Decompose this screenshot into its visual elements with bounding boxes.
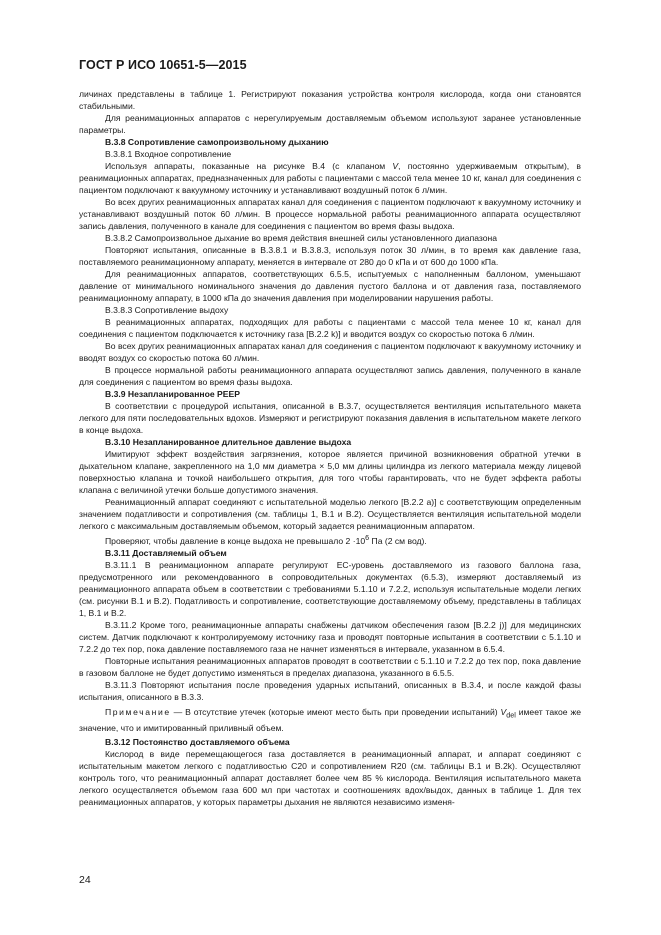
subsection-heading: В.3.8.2 Самопроизвольное дыхание во время действия внешней силы установленного диапазона	[105, 233, 498, 243]
text-run: Па (2 см вод).	[369, 535, 427, 546]
paragraph: Во всех других реанимационных аппаратах канал для соединения с пациентом подключают к вакуумному источнику и устанавливают воздушный поток 60 л/мин. В процессе нормальной работы реанимационного аппарата осуществляют запись давления, полученного в канале для соединения с пациентом во время фазы выдоха.	[79, 197, 581, 231]
paragraph: В.3.11.2 Кроме того, реанимационные аппараты снабжены датчиком обеспечения газом [В.2.2 j)] для медицинских систем. Датчик подключают к контролируемому источнику газа и проводят повторные испытания в соответствии с 5.1.10 и 7.2.2 до тех пор, пока давление поставляемого газа не начнет изменяться в интервале, указанном в 6.5.4.	[79, 619, 581, 654]
document-header: ГОСТ Р ИСО 10651-5—2015	[79, 58, 247, 72]
paragraph: Для реанимационных аппаратов, соответствующих 6.5.5, испытуемых с наполненным баллоном, уменьшают давление от минимального номинального значения до давления пустого баллона и от давления газа, поставляемого реанимационному аппарату, в 1000 кПа до значения давления при моделировании нарушения работы.	[79, 269, 581, 303]
section-heading: В.3.12 Постоянство доставляемого объема	[105, 736, 290, 747]
section-heading: В.3.8 Сопротивление самопроизвольному дыханию	[105, 137, 329, 147]
paragraph	[79, 160, 581, 196]
paragraph	[79, 532, 581, 547]
text-run: , постоянно удерживаемым открытым), в реанимационных аппаратах, предназначенных для работы с пациентами с массой тела менее 10 кг, канал для соединения с пациентом подключают к вакуумному источнику и устанавливают воздушный поток 6 л/мин.	[79, 161, 581, 195]
section-heading: В.3.11 Доставляемый объем	[105, 547, 227, 558]
paragraph: В.3.11.3 Повторяют испытания после проведения ударных испытаний, описанных в В.3.4, и после каждой фазы испытания, описанного в В.3.3.	[79, 679, 581, 702]
paragraph: В реанимационных аппаратах, подходящих для работы с пациентами с массой тела менее 10 кг, канал для соединения с пациентом подключается к источнику газа [В.2.2 k)] и вводится воздух со скоростью потока 6 л/мин.	[79, 317, 581, 339]
subsection-heading: В.3.8.3 Сопротивление выдоху	[105, 305, 229, 315]
page-number: 24	[79, 874, 91, 886]
paragraph: В процессе нормальной работы реанимационного аппарата осуществляют запись давления, полученного в канале для соединения с пациентом во время фазы выдоха.	[79, 365, 581, 387]
note-label: Примечание	[105, 706, 171, 717]
note-paragraph	[79, 706, 581, 734]
paragraph: Кислород в виде перемещающегося газа доставляется в реанимационный аппарат, и аппарат соединяют с испытательным макетом легкого с податливостью С20 и сопротивлением R20 (см. таблицы В.1 и В.2k). Осуществляют контроль того, что реанимационный аппарат доставляет более чем 85 % кислорода. Вентиляция испытательного макета легкого осуществляется объемом газа 600 мл при частотах и соотношениях вдох/выдох, данных в таблице 1. Для тех реанимационных аппаратов, у которых параметры дыхания не являются независимо изменя-	[79, 748, 581, 807]
paragraph: В.3.11.1 В реанимационном аппарате регулируют ЕС-уровень доставляемого из газового баллона газа, предусмотренного или рекомендованного в сопроводительных документах (6.5.3), измеряют доставляемый из реанимационного аппарата объем в соответствии с требованиями 5.1.10 и 7.2.2, используя испытательные модели легких (см. рисунки В.1 и В.2). Податливость и сопротивление, соответствующие доставляемому объему, представлены в таблицах 1, В.1 и В.2.	[79, 559, 581, 618]
subscript: del	[506, 711, 516, 720]
subsection-heading: В.3.8.1 Входное сопротивление	[105, 149, 232, 159]
superscript: 6	[365, 534, 370, 542]
symbol-v: V	[392, 161, 399, 171]
symbol-v: V	[500, 706, 507, 717]
paragraph: Повторяют испытания, описанные в В.3.8.1 и В.3.8.3, используя поток 30 л/мин, в то время как давление газа, поставляемого реанимационному аппарату, меняется в интервале от 280 до 0 кПа и от 600 до 1000 кПа.	[79, 245, 581, 267]
text-run: имеет такое же значение, что и имитированный приливный объем.	[79, 706, 581, 733]
paragraph: Для реанимационных аппаратов с нерегулируемым доставляемым объемом используют заранее установленные параметры.	[79, 113, 581, 135]
paragraph: Во всех других реанимационных аппаратах канал для соединения с пациентом подключают к вакуумному источнику и вводят воздух со скоростью потока 60 л/мин.	[79, 341, 581, 363]
text-run: Используя аппараты, показанные на рисунке В.4 (с клапаном	[105, 161, 393, 171]
text-run: — В отсутствие утечек (которые имеют место быть при проведении испытаний)	[170, 706, 501, 717]
section-heading: В.3.10 Незапланированное длительное давление выдоха	[105, 437, 352, 447]
paragraph: Повторные испытания реанимационных аппаратов проводят в соответствии с 5.1.10 и 7.2.2 до тех пор, пока давление в газовом баллоне не будет допустимо изменяться в пределах диапазона, указанного в 6.5.5.	[79, 655, 581, 678]
paragraph: Имитируют эффект воздействия загрязнения, которое является причиной возникновения обратной утечки в дыхательном клапане, закрепленного на 1,0 мм диаметра × 5,0 мм длины цилиндра из легкого материала между лицевой поверхностью клапана и точкой наибольшего открытия, для того чтобы гарантировать, что не будет эффекта работы клапана с величиной утечки больше допустимого значения.	[79, 449, 581, 495]
section-heading: В.3.9 Незапланированное PEEP	[105, 389, 240, 399]
paragraph: личинах представлены в таблице 1. Регистрируют показания устройства контроля кислорода, когда они становятся стабильными.	[79, 89, 581, 111]
paragraph: Реанимационный аппарат соединяют с испытательной моделью легкого [В.2.2 а)] с соответствующим определенным значением податливости и сопротивления (см. таблицы 1, В.1 и В.2). Осуществляется вентиляция испытательной модели легкого с максимальным доставляемым объемом, который задается реанимационным аппаратом.	[79, 497, 581, 531]
paragraph: В соответствии с процедурой испытания, описанной в В.3.7, осуществляется вентиляция испытательного макета легкого для пяти последовательных вдохов. Измеряют и регистрируют показания давления в испытательном макете легкого в конце выдоха.	[79, 401, 581, 435]
text-run: Проверяют, чтобы давление в конце выдоха не превышало 2 ·10	[105, 535, 366, 546]
document-body	[79, 88, 581, 808]
